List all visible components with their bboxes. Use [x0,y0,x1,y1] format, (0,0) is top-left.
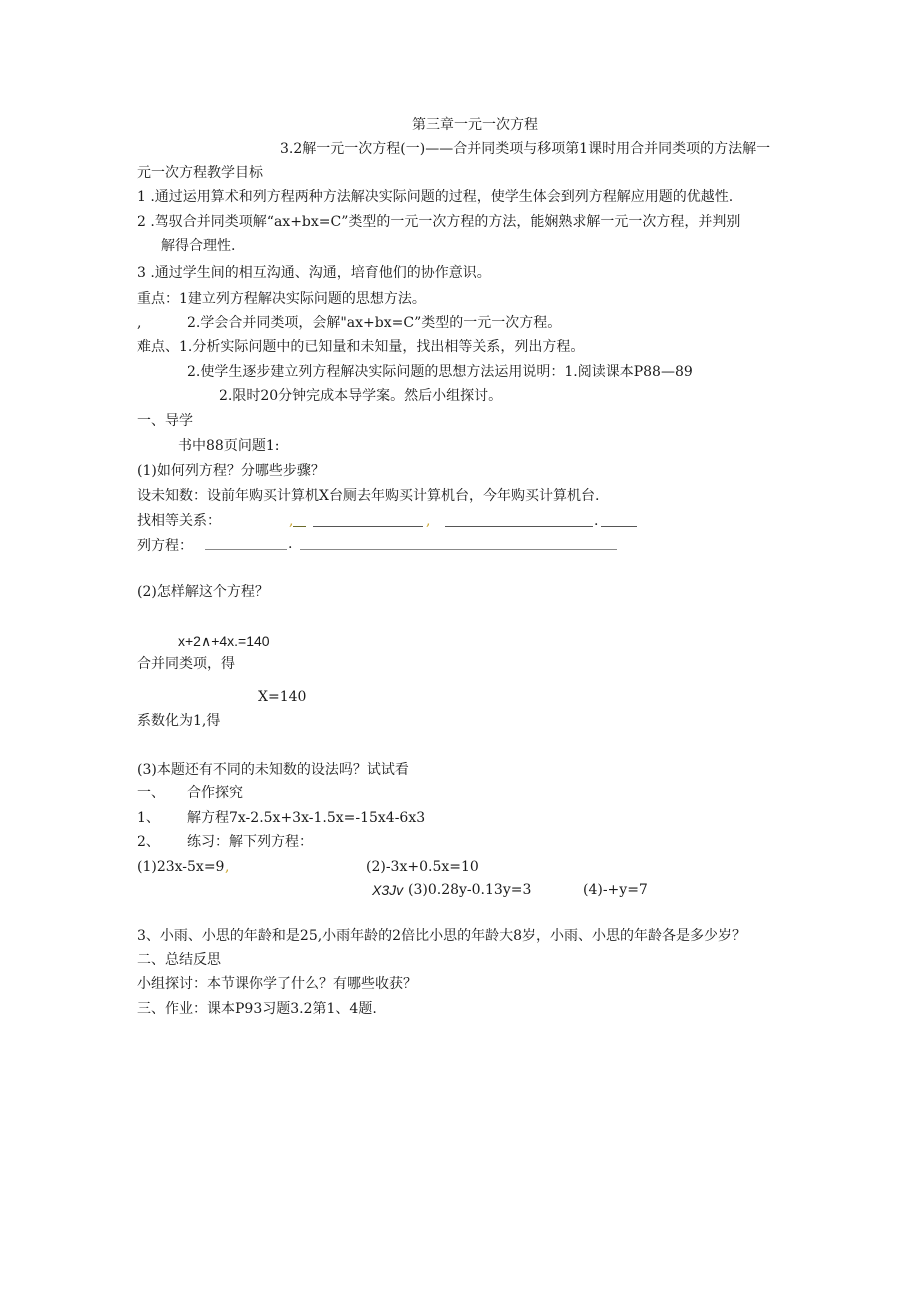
question-3: (3)本题还有不同的未知数的设法吗？试试看 [137,762,409,778]
question-1: (1)如何列方程？分哪些步骤？ [137,463,325,479]
relation-label: 找相等关系： [137,513,221,529]
lesson-title-continued: 元一次方程教学目标 [137,165,263,181]
section-guide-heading: 一、导学 [137,413,193,429]
difficulty-2: 2.使学生逐步建立列方程解决实际问题的思想方法运用说明：1.阅读课本P88—89 [187,364,693,380]
equation-text: x+2∧+4x.=140 [178,633,270,649]
equation-label: 列方程： [137,538,193,554]
section-cooperate-number: 一、 [137,785,165,801]
exercise-4: (4)-+y=7 [583,882,648,898]
exercise-3: (3)0.28y-0.13y=3 [408,882,532,898]
chapter-title: 第三章一元一次方程 [412,117,538,133]
relation-blank-3 [445,526,593,527]
exercise-3-prefix: X3Jv [372,882,404,898]
item-3: 3、小雨、小思的年龄和是25,小雨年龄的2倍比小思的年龄大8岁，小雨、小思的年龄各是多少岁？ [137,928,746,944]
relation-blank-mark-2: , [426,513,431,529]
equation-blank-1 [205,549,287,550]
equation-blank-mark: . [288,536,293,552]
section-reflect-heading: 二、总结反思 [137,952,221,968]
usage-note-2: 2.限时20分钟完成本导学案。然后小组探讨。 [219,388,503,404]
key-point-1: 重点：1建立列方程解决实际问题的思想方法。 [137,291,426,307]
question-2: (2)怎样解这个方程？ [137,584,269,600]
coefficient-step: 系数化为1,得 [137,713,221,729]
objective-2-continued: 解得合理性. [161,238,236,254]
key-point-2: 2.学会合并同类项，会解"ax+bx=C”类型的一元一次方程。 [187,315,562,331]
relation-blank-4 [601,526,637,527]
objective-1: 1 .通过运用算术和列方程两种方法解决实际问题的过程，使学生体会到列方程解应用题的优越性. [137,189,734,205]
objective-3: 3 .通过学生间的相互沟通、沟通，培育他们的协作意识。 [137,265,491,281]
relation-blank-1 [293,526,306,527]
item-1: 解方程7x-2.5x+3x-1.5x=-15x4-6x3 [187,810,426,826]
objective-2: 2 .驾驭合并同类项解“ax+bx=C”类型的一元一次方程的方法，能娴熟求解一元一次方程，并判别 [137,214,741,230]
exercise-1: (1)23x-5x=9 [137,859,225,875]
exercise-2: (2)-3x+0.5x=10 [366,859,479,875]
combine-like-terms: 合并同类项，得 [137,656,235,672]
relation-blank-mark-1: , [289,513,294,529]
homework: 三、作业：课本P93习题3.2第1、4题. [137,1001,377,1017]
item-2: 练习：解下列方程： [187,834,313,850]
relation-blank-mark-3: . [594,513,599,529]
reflect-question: 小组探讨：本节课你学了什么？有哪些收获？ [137,976,417,992]
key-point-mark: , [137,315,142,331]
section-cooperate-heading: 合作探究 [187,785,243,801]
combine-result: X=140 [258,689,307,705]
exercise-1-mark: , [225,859,230,875]
difficulty-1: 难点、1.分析实际问题中的已知量和未知量，找出相等关系，列出方程。 [137,339,585,355]
unknown-setup: 设未知数：设前年购买计算机X台厕去年购买计算机台，今年购买计算机台. [137,488,600,504]
item-2-number: 2、 [137,834,160,850]
book-problem: 书中88页问题1: [178,438,280,454]
equation-blank-2 [300,549,617,550]
item-1-number: 1、 [137,810,160,826]
relation-blank-2 [313,526,423,527]
lesson-title: 3.2解一元一次方程(一)——合并同类项与移项第1课时用合并同类项的方法解一 [280,141,771,157]
